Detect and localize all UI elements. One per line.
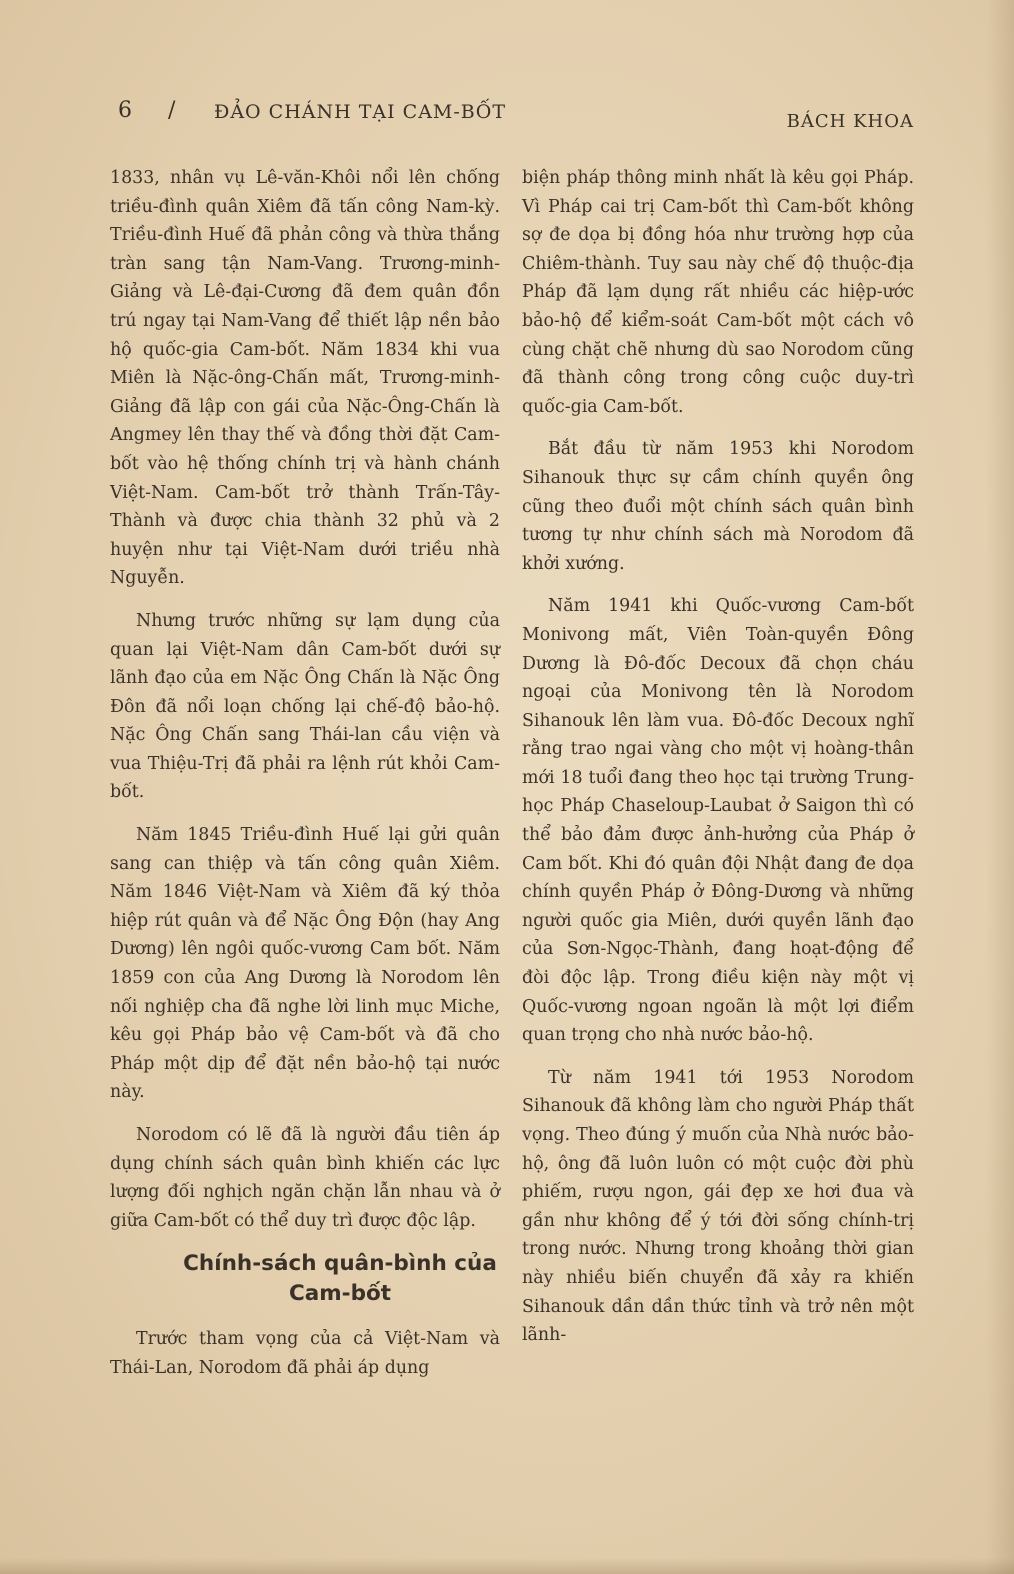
left-column xyxy=(110,164,500,1397)
header-separator: / xyxy=(168,98,176,123)
page-edge-shadow xyxy=(986,0,1014,1574)
left-paragraph-1: 1833, nhân vụ Lê-văn-Khôi nổi lên chống triều-đình quân Xiêm đã tấn công Nam-kỳ. Triều-đình Huế đã phản công và thừa thắng tràn sang tận Nam-Vang. Trương-minh-Giảng và Lê-đại-Cương đã đem quân đồn trú ngay tại Nam-Vang để thiết lập nền bảo hộ quốc-gia Cam-bốt. Năm 1834 khi vua Miên là Nặc-ông-Chấn mất, Trương-minh-Giảng đã lập con gái của Nặc-Ông-Chấn là Angmey lên thay thế và đồng thời đặt Cam-bốt vào hệ thống chính trị và hành chánh Việt-Nam. Cam-bốt trở thành Trấn-Tây-Thành và được chia thành 32 phủ và 2 huyện như tại Việt-Nam dưới triều nhà Nguyễn. xyxy=(110,168,500,589)
right-paragraph-1: biện pháp thông minh nhất là kêu gọi Pháp. Vì Pháp cai trị Cam-bốt thì Cam-bốt không sợ đe dọa bị đồng hóa như trường hợp của Chiêm-thành. Tuy sau này chế độ thuộc-địa Pháp đã lạm dụng rất nhiều các hiệp-ước bảo-hộ để kiểm-soát Cam-bốt một cách vô cùng chặt chẽ nhưng dù sao Norodom cũng đã thành công trong công cuộc duy-trì quốc-gia Cam-bốt. xyxy=(522,168,914,417)
left-paragraph-5: Trước tham vọng của cả Việt-Nam và Thái-Lan, Norodom đã phải áp dụng xyxy=(110,1329,500,1378)
left-paragraph-4: Norodom có lẽ đã là người đầu tiên áp dụng chính sách quân bình khiến các lực lượng đối nghịch ngăn chặn lẫn nhau và ở giữa Cam-bốt có thể duy trì được độc lập. xyxy=(110,1125,500,1231)
left-paragraph-3: Năm 1845 Triều-đình Huế lại gửi quân sang can thiệp và tấn công quân Xiêm. Năm 1846 Việt-Nam và Xiêm đã ký thỏa hiệp rút quân và để Nặc Ông Độn (hay Ang Dương) lên ngôi quốc-vương Cam bốt. Năm 1859 con của Ang Dương là Norodom lên nối nghiệp cha đã nghe lời linh mục Miche, kêu gọi Pháp bảo vệ Cam-bốt và đã cho Pháp một dịp để đặt nền bảo-hộ tại nước này. xyxy=(110,825,500,1103)
journal-name: BÁCH KHOA xyxy=(786,111,914,132)
right-column xyxy=(522,164,914,1364)
section-heading: Chính-sách quân-bình của Cam-bốt xyxy=(183,1251,497,1307)
right-paragraph-4: Từ năm 1941 tới 1953 Norodom Sihanouk đã không làm cho người Pháp thất vọng. Theo đúng ý muốn của Nhà nước bảo-hộ, ông đã luôn luôn có một cuộc đời phù phiếm, rượu ngon, gái đẹp xe hơi đua và gần như không để ý tới đời sống chính-trị trong nước. Nhưng trong khoảng thời gian này nhiều biến chuyển đã xảy ra khiến Sihanouk dần dần thức tỉnh và trở nên một lãnh- xyxy=(522,1067,914,1346)
right-paragraph-2: Bắt đầu từ năm 1953 khi Norodom Sihanouk thực sự cầm chính quyền ông cũng theo đuổi một chính sách quân bình tương tự như chính sách mà Norodom đã khởi xướng. xyxy=(522,439,914,574)
page-bottom-shadow xyxy=(0,1558,1014,1574)
running-title: ĐẢO CHÁNH TẠI CAM-BỐT xyxy=(214,101,507,123)
page-number: 6 xyxy=(118,98,132,123)
right-paragraph-3: Năm 1941 khi Quốc-vương Cam-bốt Monivong mất, Viên Toàn-quyền Đông Dương là Đô-đốc Decoux đã chọn cháu ngoại của Monivong tên là Norodom Sihanouk lên làm vua. Đô-đốc Decoux nghĩ rằng trao ngai vàng cho một vị hoàng-thân mới 18 tuổi đang theo học tại trường Trung-học Pháp Chaseloup-Laubat ở Saigon thì có thể bảo đảm được ảnh-hưởng của Pháp ở Cam bốt. Khi đó quân đội Nhật đang đe dọa chính quyền Pháp ở Đông-Dương và những người quốc gia Miên, dưới quyền lãnh đạo của Sơn-Ngọc-Thành, đang hoạt-động để đòi độc lập. Trong điều kiện này một vị Quốc-vương ngoan ngoãn là một lợi điểm quan trọng cho nhà nước bảo-hộ. xyxy=(522,596,914,1046)
page-header xyxy=(0,98,1014,138)
left-paragraph-2: Nhưng trước những sự lạm dụng của quan lại Việt-Nam dân Cam-bốt dưới sự lãnh đạo của em Nặc Ông Chấn là Nặc Ông Đôn đã nổi loạn chống lại chế-độ bảo-hộ. Nặc Ông Chấn sang Thái-lan cầu viện và vua Thiệu-Trị đã phải ra lệnh rút khỏi Cam-bốt. xyxy=(110,610,500,803)
